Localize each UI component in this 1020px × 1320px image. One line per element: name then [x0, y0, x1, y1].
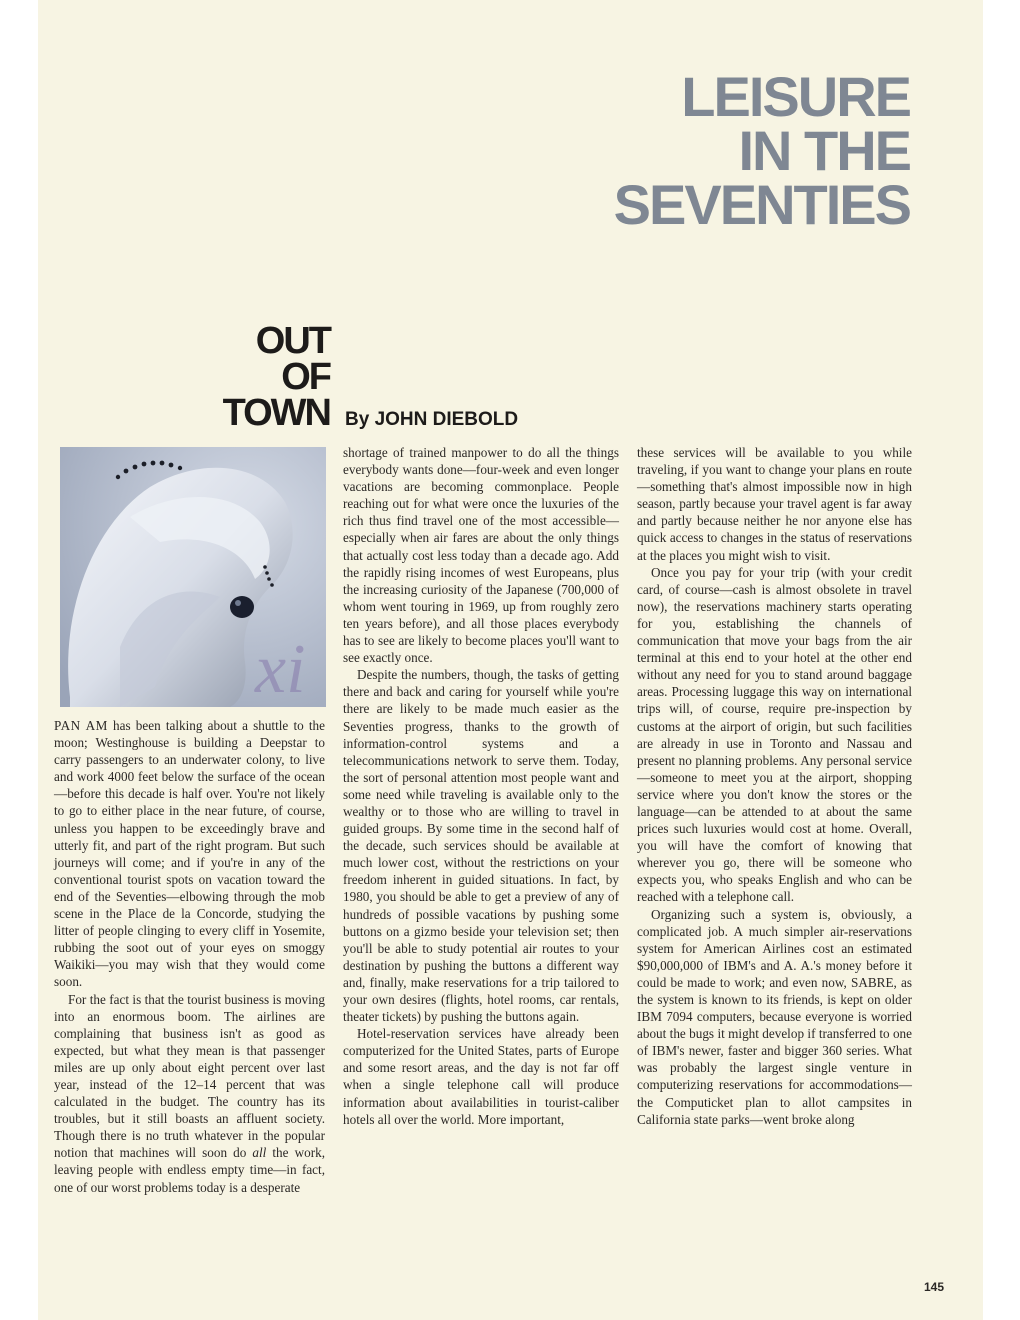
- section-title: [222, 320, 330, 434]
- paragraph: Hotel-reservation services have already been computerized for the United States, parts of Europe and some resort areas, and the day is not far off when a single telephone call will produce information about availabilities in tourist-caliber hotels all over the world. More important,: [343, 1026, 619, 1127]
- paragraph-text: the work, leaving people with endless empty time—in fact, one of our worst problems today is a desperate: [54, 1145, 325, 1195]
- headline-line-2: IN THE: [738, 119, 910, 182]
- bird-illustration-svg: [60, 447, 326, 707]
- article-headline: [613, 65, 910, 236]
- paragraph: [54, 991, 325, 1196]
- bird-eye: [230, 596, 254, 618]
- paragraph: these services will be available to you while traveling, if you want to change your plans en route—something that's almost impossible now in high season, partly because your travel agent is far away and partly because neither he nor anyone else has quick access to changes in the status of reservations at the places you might wish to visit.: [637, 445, 912, 563]
- paragraph: Once you pay for your trip (with your credit card, of course—cash is almost obsolete in travel now), the reservations machinery starts operating for you, establishing the channels of communication that move your bags from the air terminal at this end to your hotel at the other end without any need for you to stand around baggage areas. Processing luggage this way on international trips will, of course, require pre-inspection by customs at the airport of origin, but such facilities are already in use in Toronto and Nassau and present no planning problems. Any personal service—someone to meet you at the airport, shopping service where you don't know the stores or the language—can be attended to at about the same prices such luxuries would cost at home. Overall, you will have the comfort of knowing that wherever you go, there will be someone who expects you, who speaks English and who can be reached with a telephone call.: [637, 564, 912, 905]
- paragraph: Despite the numbers, though, the tasks of getting there and back and caring for yourself while you're there are likely to be made much easier as the Seventies progress, thanks to the growth of information-control systems and a telecommunications network to serve them. Today, the sort of personal attention most people want and some need while traveling is available only to the wealthy or to those who are willing to travel in guided groups. By some time in the second half of the decade, such services should be available at much lower cost, without the restrictions on your freedom inherent in guided situations. In fact, by 1980, you should be able to get a preview of any of hundreds of possible vacations by pushing some buttons on a gizmo beside your television set; then you'll be able to study potential air routes to your destination by pushing the buttons a different way and, finally, make reservations for a trip tailored to your own desires (flights, hotel rooms, car rentals, theater tickets) by pushing the buttons again.: [343, 667, 619, 1025]
- paragraph: [54, 717, 325, 991]
- column-1: [54, 717, 325, 1196]
- paragraph: shortage of trained manpower to do all the things everybody wants done—four-week and even longer vacations are becoming commonplace. People reaching out for what were once the luxuries of the rich thus find travel one of the most accessible—especially when air fares are about the only things that actually cost less today than a decade ago. Add the rapidly rising incomes of west Europeans, plus the increasing curiosity of the Japanese (700,000 of whom went touring in 1969, up from roughly zero ten years before), and all those places everybody has to see are likely to become places you'll want to see exactly once.: [343, 445, 619, 666]
- column-3: [637, 444, 912, 1128]
- illustration: [60, 447, 326, 707]
- bird-eye-highlight: [235, 600, 241, 606]
- paragraph: Organizing such a system is, obviously, a complicated job. A much simpler air-reservations system for American Airlines cost an estimated $90,000,000 of IBM's and A. A.'s money before it could be made to work; and even now, SABRE, as the system is known to its friends, is kept on older IBM 7094 computers, because everyone is worried about the bugs it might develop if transferred to one of IBM's newer, faster and bigger 360 series. What was probably the largest single venture in computerizing reservations for accommodations—the Computicket plan to allot campsites in California state parks—went broke along: [637, 906, 912, 1127]
- section-title-line-2: OF: [281, 356, 330, 398]
- byline: By JOHN DIEBOLD: [345, 409, 519, 430]
- lead-in: PAN AM: [54, 718, 108, 733]
- section-title-line-1: OUT: [255, 320, 330, 362]
- column-2: [343, 444, 619, 1128]
- paragraph-text: For the fact is that the tourist business is moving into an enormous boom. The airlines are complaining that business isn't as good as expected, but what they mean is that passenger miles are up only about eight percent over last year, instead of the 12–14 percent that was calculated in the budget. The country has its troubles, but it still boasts an affluent society. Though there is no truth whatever in the popular notion that machines will soon do: [54, 991, 325, 1161]
- section-title-line-3: TOWN: [222, 392, 330, 434]
- paragraph-text: has been talking about a shuttle to the moon; Westinghouse is building a Deepstar to carry passengers to an underwater colony, to live and work 4000 feet below the surface of the ocean—before this decade is half over. You're not likely to go to either place in the near future, of course, unless you happen to be exceedingly brave and utterly fit, and part of the right program. But such journeys will come; and if you're in any of the conventional tourist spots on vacation toward the end of the Seventies—elbowing through the mob scene in the Place de la Concorde, studying the litter of people clinging to every cliff in Yosemite, rubbing the soot out of your eyes on smoggy Waikiki—you may wish that they would come soon.: [54, 718, 325, 990]
- artist-signature: xi: [255, 631, 306, 707]
- headline-line-3: SEVENTIES: [613, 173, 910, 236]
- page-number: 145: [924, 1280, 945, 1294]
- emphasis: all: [252, 1145, 267, 1161]
- headline-line-1: LEISURE: [681, 65, 910, 128]
